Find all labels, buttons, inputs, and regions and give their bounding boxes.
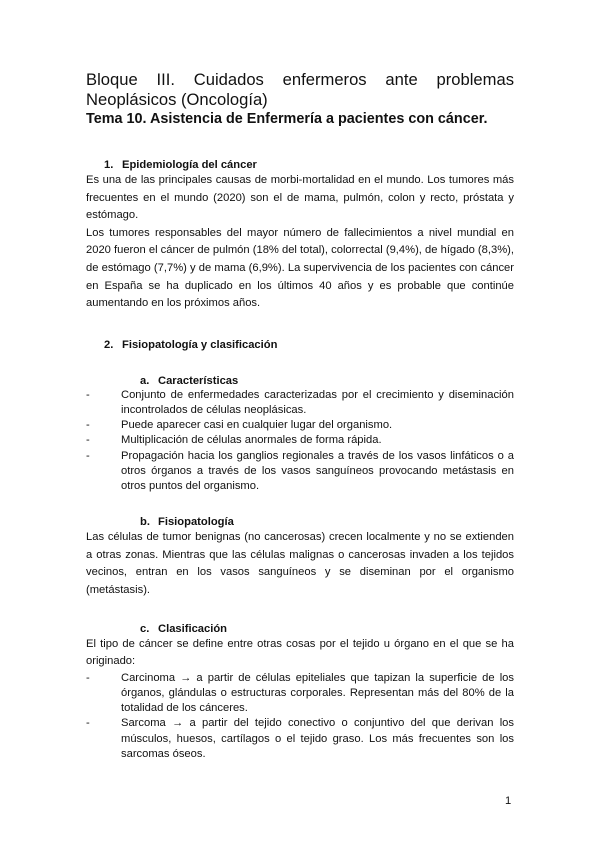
paragraph-epidemiology-1: Es una de las principales causas de morbi-mortalidad en el mundo. Los tumores más frecuentes en el mundo (2020) son el de mama, pulmón, colon y recto, próstata y estómago.: [86, 174, 514, 222]
paragraph-epidemiology-2: Los tumores responsables del mayor número de fallecimientos a nivel mundial en 2020 fueron el cáncer de pulmón (18% del total), colorrectal (9,4%), de hígado (8,3%), de estómago (7,7%) y de mama (6,9%). La supervivencia de los pacientes con cáncer en España se ha duplicado en los últimos 40 años y es probable que continúe aumentando en los próximos años.: [86, 226, 514, 310]
list-item: - Propagación hacia los ganglios regionales a través de los vasos linfáticos o a otros órganos a través de los vasos sanguíneos provocando metástasis en otros puntos del organismo.: [86, 449, 514, 492]
title-line-1: Bloque III. Cuidados enfermeros ante problemas: [86, 70, 514, 89]
classification-list-carcinoma: [86, 671, 514, 717]
page-number: 1: [505, 795, 512, 807]
subsection-heading-physiopathology: b. Fisiopatología: [140, 516, 234, 529]
section-heading-epidemiology: 1. Epidemiología del cáncer: [104, 159, 257, 171]
characteristics-list: [86, 388, 514, 494]
list-item: - Sarcoma → a partir del tejido conectivo o conjuntivo del que derivan los músculos, huesos, cartílagos o el tejido graso. Los más frecuentes son los sarcomas óseos.: [86, 717, 514, 760]
title-line-2: Neoplásicos (Oncología): [86, 90, 268, 109]
subsection-heading-characteristics: a. Características: [140, 374, 239, 387]
topic-title: Tema 10. Asistencia de Enfermería a pacientes con cáncer.: [86, 111, 488, 127]
classification-list-sarcoma: [86, 716, 514, 762]
paragraph-classification: El tipo de cáncer se define entre otras cosas por el tejido u órgano en el que se ha originado:: [86, 637, 514, 668]
list-item: - Carcinoma → a partir de células epiteliales que tapizan la superficie de los órganos, glándulas o estructuras corporales. Representan más del 80% de la totalidad de los cánceres.: [86, 671, 514, 715]
list-item: - Multiplicación de células anormales de forma rápida.: [86, 434, 382, 447]
list-item: - Puede aparecer casi en cualquier lugar del organismo.: [86, 419, 393, 432]
paragraph-physiopathology: Las células de tumor benignas (no cancerosas) crecen localmente y no se extienden a otras zonas. Mientras que las células malignas o cancerosas invaden a los tejidos vecinos, entran en los vasos sanguíneos y se diseminan por el organismo (metástasis).: [86, 531, 514, 596]
section-heading-physiopathology: 2. Fisiopatología y clasificación: [104, 338, 278, 351]
subsection-heading-classification: c. Clasificación: [140, 622, 228, 635]
document-page: [86, 70, 514, 762]
list-item: - Conjunto de enfermedades caracterizadas por el crecimiento y diseminación incontrolados de células neoplásicas.: [86, 388, 514, 416]
